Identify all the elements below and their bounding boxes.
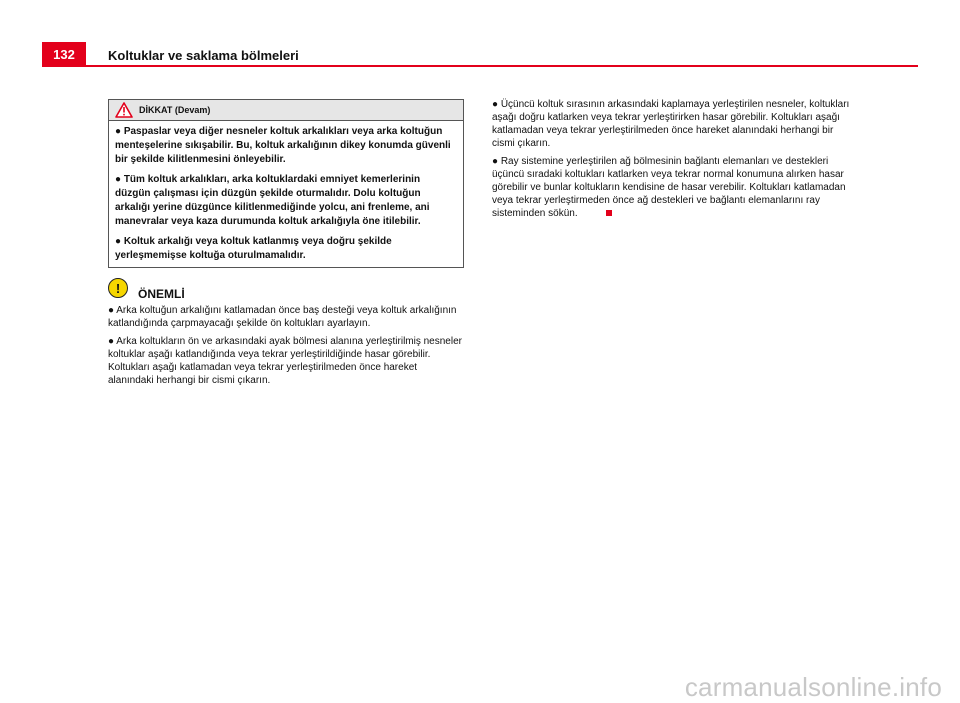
right-item-text: ● Ray sistemine yerleştirilen ağ bölmesinin bağlantı elemanları ve destekleri üçüncü sıradaki koltukları katlarken veya tekrar normal konumuna alırken hasar görebilir ve bunlar koltukların kendisine de hasar verebilir. Koltukları katlamadan veya tekrar yerleştirmeden önce ağ destekleri ve bağlantı elemanlarını ray sisteminden sökün. xyxy=(492,156,846,219)
notice-item: ● Arka koltukların ön ve arkasındaki ayak bölmesi alanına yerleştirilmiş nesneler koltuklar aşağı katlandığında veya tekrar yerleştirildiğinde hasar görebilir. Koltukları aşağı katlamadan veya tekrar yerleştirilmeden önce hareket alanındaki herhangi bir cismi çıkarın. xyxy=(108,336,462,386)
caution-header xyxy=(109,100,463,121)
notice-item: ● Arka koltuğun arkalığını katlamadan önce baş desteği veya koltuk arkalığının katlandığında çarpmayacağı şekilde ön koltukları ayarlayın. xyxy=(108,305,457,329)
page-number: 132 xyxy=(42,42,86,67)
page-title: Koltuklar ve saklama bölmeleri xyxy=(108,48,299,63)
notice-body xyxy=(108,304,464,392)
notice-header xyxy=(108,278,185,301)
exclamation-circle-icon: ! xyxy=(108,278,128,298)
caution-item: ● Koltuk arkalığı veya koltuk katlanmış veya doğru şekilde yerleşmemişse koltuğa oturulmamalıdır. xyxy=(115,236,392,261)
caution-item: ● Tüm koltuk arkalıkları, arka koltuklardaki emniyet kemerlerinin düzgün çalışması için düzgün şekilde oturmalıdır. Dolu koltuğun arkalığı yerine düzgünce kilitlenmediğinde yolcu, ani frenleme, ani manevralar veya kaza durumunda koltuk arkalığıyla öne itilebilir. xyxy=(115,174,430,227)
caution-box xyxy=(108,99,464,268)
warning-triangle-icon xyxy=(115,102,133,118)
page-header xyxy=(0,0,960,70)
caution-item: ● Paspaslar veya diğer nesneler koltuk arkalıkları veya arka koltuğun menteşelerine sıkışabilir. Bu, koltuk arkalığının dikey konumda güvenli bir şekilde kilitlenmesini önleyebilir. xyxy=(115,126,451,165)
right-item: ● Üçüncü koltuk sırasının arkasındaki kaplamaya yerleştirilen nesneler, koltukları aşağı doğru katlarken veya tekrar yerleştirirken hasar görebilir. Koltukları aşağı katlamadan veya tekrar yerleştirilmeden önce hareket alanındaki herhangi bir cismi çıkarın. xyxy=(492,99,850,149)
right-column xyxy=(492,98,852,225)
caution-title: DİKKAT (Devam) xyxy=(139,105,211,115)
caution-body xyxy=(109,121,463,267)
header-rule xyxy=(86,65,918,67)
section-end-marker xyxy=(606,210,612,216)
notice-title: ÖNEMLİ xyxy=(138,287,185,301)
right-item xyxy=(492,155,852,220)
watermark: carmanualsonline.info xyxy=(684,672,942,702)
